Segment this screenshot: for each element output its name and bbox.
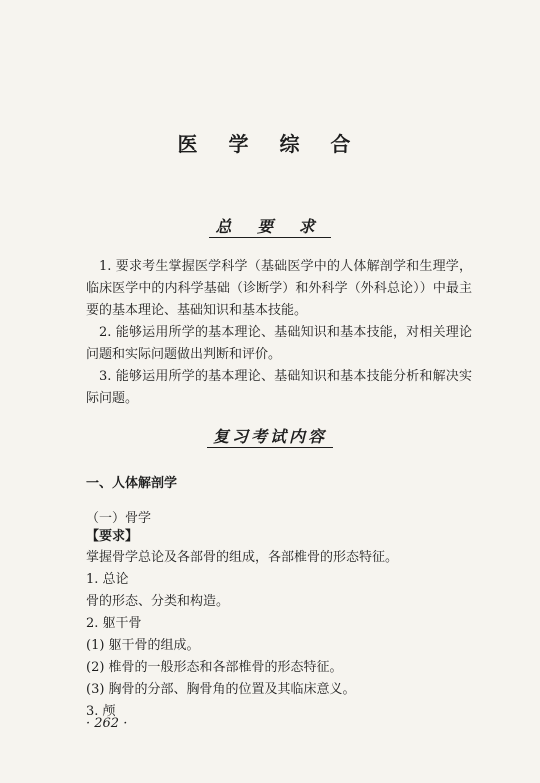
outline-line: 3. 颅 xyxy=(86,704,116,719)
requirement-item-2: 2. 能够运用所学的基本理论、基础知识和基本技能，对相关理论问题和实际问题做出判断和评价。 xyxy=(86,325,472,362)
outline-line: 2. 躯干骨 xyxy=(86,616,142,631)
outline-line: 1. 总论 xyxy=(86,572,129,587)
requirement-label: 【要求】 xyxy=(86,529,139,544)
outline-line: (2) 椎骨的一般形态和各部椎骨的形态特征。 xyxy=(86,660,343,675)
review-content-heading: 复习考试内容 xyxy=(0,424,540,447)
chapter-heading: （一）骨学 xyxy=(86,511,152,526)
requirement-item-1: 1. 要求考生掌握医学科学（基础医学中的人体解剖学和生理学，临床医学中的内科学基础（诊断学）和外科学（外科总论））中最主要的基本理论、基础知识和基本技能。 xyxy=(86,259,472,318)
outline-line: 骨的形态、分类和构造。 xyxy=(86,594,230,609)
requirement-text: 掌握骨学总论及各部骨的组成，各部椎骨的形态特征。 xyxy=(86,550,399,565)
general-requirements-heading: 总 要 求 xyxy=(0,214,540,237)
outline-line: (1) 躯干骨的组成。 xyxy=(86,638,200,653)
requirement-item-3: 3. 能够运用所学的基本理论、基础知识和基本技能分析和解决实际问题。 xyxy=(86,369,472,406)
page-number: · 262 · xyxy=(86,716,128,731)
outline-line: (3) 胸骨的分部、胸骨角的位置及其临床意义。 xyxy=(86,682,356,697)
part-heading: 一、人体解剖学 xyxy=(86,476,178,491)
page-title: 医 学 综 合 xyxy=(177,132,363,156)
